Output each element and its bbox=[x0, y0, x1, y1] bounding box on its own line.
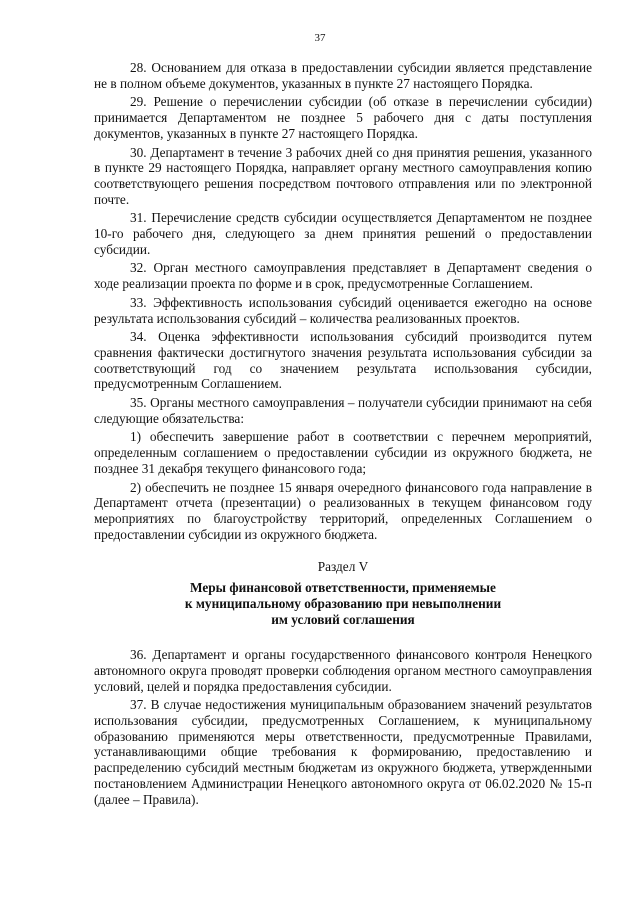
paragraph-35-item-2: 2) обеспечить не позднее 15 января очередного финансового года направление в Департамент отчета (презентации) о реализованных в текущем финансовом году мероприятиях по благоустройству территорий, определенных Соглашением о предоставлении субсидии из окружного бюджета. bbox=[94, 479, 592, 542]
paragraph-33: 33. Эффективность использования субсидий оценивается ежегодно на основе результата использования субсидий – количества реализованных проектов. bbox=[94, 294, 592, 326]
paragraph-30: 30. Департамент в течение 3 рабочих дней со дня принятия решения, указанного в пункте 29 настоящего Порядка, направляет органу местного самоуправления копию соответствующего решения посредством почтового отправления или по электронной почте. bbox=[94, 144, 592, 207]
paragraph-35-item-1: 1) обеспечить завершение работ в соответствии с перечнем мероприятий, определенным соглашением о предоставлении субсидии из окружного бюджета, не позднее 31 декабря текущего финансового года; bbox=[94, 429, 592, 476]
section-label: Раздел V bbox=[317, 559, 369, 575]
section-title bbox=[94, 580, 592, 627]
section-title-line-2: к муниципальному образованию при невыполнении bbox=[184, 595, 502, 611]
page-number: 37 bbox=[314, 32, 326, 44]
paragraph-36: 36. Департамент и органы государственного финансового контроля Ненецкого автономного округа проводят проверки соблюдения органом местного самоуправления условий, целей и порядка предоставления субсидии. bbox=[94, 647, 592, 694]
paragraph-34: 34. Оценка эффективности использования субсидий производится путем сравнения фактически достигнутого значения результата использования субсидии за соответствующий год со значением результата использования субсидии, предусмотренным Соглашением. bbox=[94, 329, 592, 392]
paragraph-29: 29. Решение о перечислении субсидии (об отказе в перечислении субсидии) принимается Департаментом не позднее 5 рабочего дня с даты поступления документов, указанных в пункте 27 настоящего Порядка. bbox=[94, 94, 592, 141]
paragraph-32: 32. Орган местного самоуправления представляет в Департамент сведения о ходе реализации проекта по форме и в срок, предусмотренные Соглашением. bbox=[94, 260, 592, 292]
section-title-line-3: им условий соглашения bbox=[271, 611, 415, 627]
section-title-line-1: Меры финансовой ответственности, применяемые bbox=[190, 580, 496, 596]
paragraph-37: 37. В случае недостижения муниципальным образованием значений результатов использования субсидии, предусмотренных Соглашением, к муниципальному образованию применяются меры ответственности, предусмотренные Правилами, устанавливающими общие требования к формированию, предоставлению и распределению субсидий местным бюджетам из окружного бюджета, утвержденными постановлением Администрации Ненецкого автономного округа от 06.02.2020 № 15-п (далее – Правила). bbox=[94, 697, 592, 807]
paragraph-28: 28. Основанием для отказа в предоставлении субсидии является представление не в полном объеме документов, указанных в пункте 27 настоящего Порядка. bbox=[94, 60, 592, 91]
section-spacer bbox=[94, 627, 592, 647]
paragraph-31: 31. Перечисление средств субсидии осуществляется Департаментом не позднее 10-го рабочего дня, следующего за днем принятия решений о предоставлении субсидии. bbox=[94, 210, 592, 257]
paragraph-35: 35. Органы местного самоуправления – получатели субсидии принимают на себя следующие обязательства: bbox=[94, 395, 592, 426]
document-body bbox=[94, 60, 592, 810]
